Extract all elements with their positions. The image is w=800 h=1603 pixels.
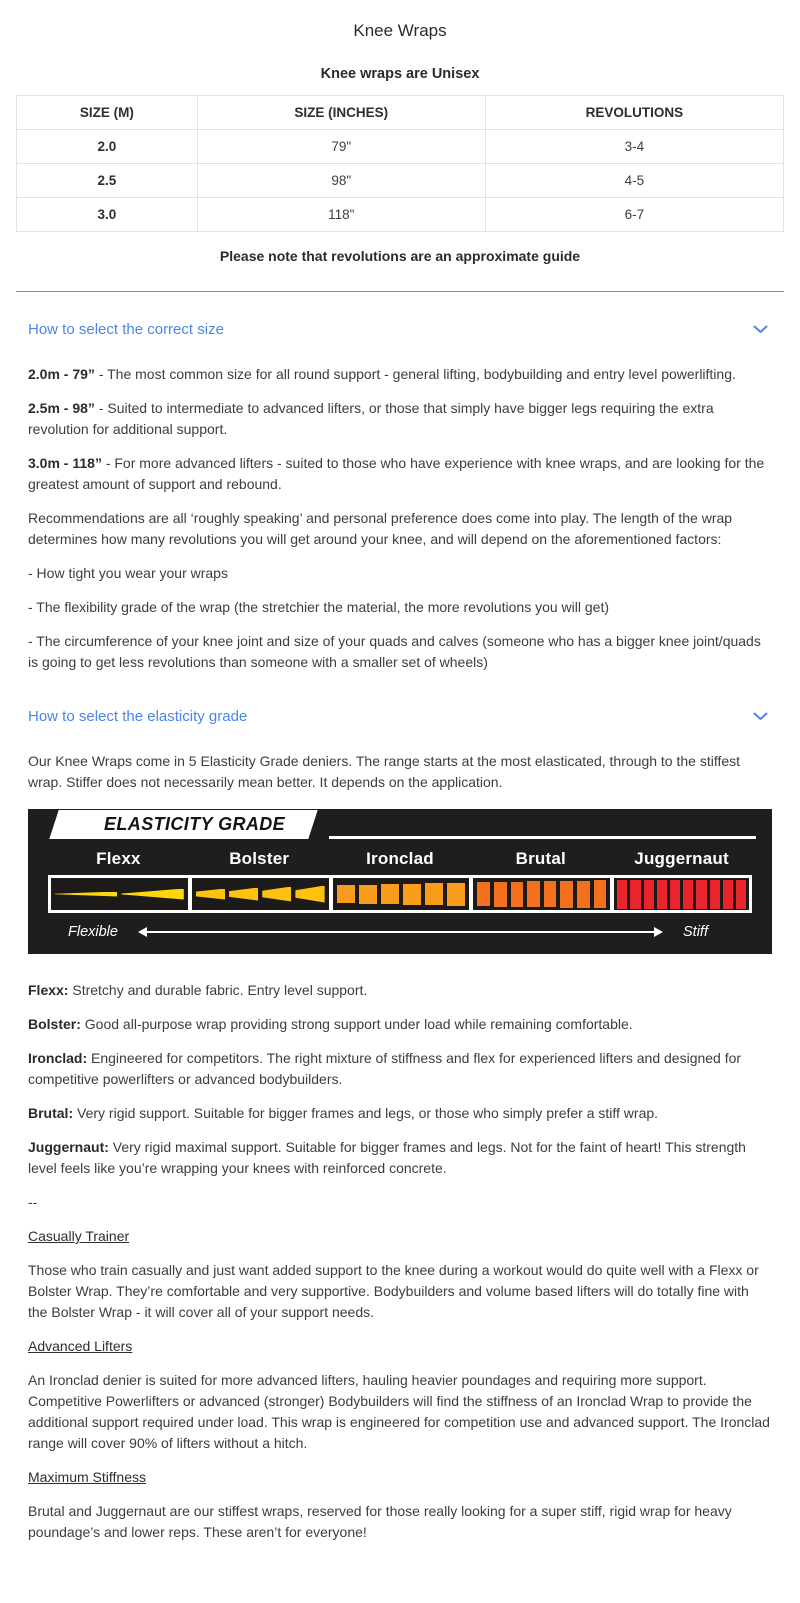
grade-bar-segment xyxy=(696,880,706,909)
grade-bar-segment xyxy=(736,880,746,909)
grade-bar-segment xyxy=(644,880,654,909)
separator-dashes: -- xyxy=(28,1194,38,1210)
table-cell: 6-7 xyxy=(485,198,783,232)
grade-bar-segment xyxy=(229,888,258,901)
table-note: Please note that revolutions are an approximate guide xyxy=(219,248,581,264)
advice-heading: Maximum Stiffness xyxy=(28,1469,146,1485)
grade-bar-segment xyxy=(55,892,117,897)
advice-heading: Casually Trainer xyxy=(28,1228,130,1244)
size-guide-item: 2.5m - 98” - Suited to intermediate to advanced lifters, or those that simply have bigger legs requiring the extra revolution for additional support. xyxy=(28,400,714,437)
grade-bar-section-bolster xyxy=(192,878,333,910)
grade-bar-segment xyxy=(560,881,573,908)
grade-bar-segment xyxy=(594,880,607,908)
chevron-down-icon[interactable] xyxy=(753,325,768,334)
grade-bar-section-ironclad xyxy=(333,878,474,910)
grade-descriptions xyxy=(28,980,772,1543)
grade-bar-segment xyxy=(359,885,377,904)
grade-bar-segment xyxy=(477,882,490,906)
figure-banner xyxy=(49,810,318,839)
advice-heading: Advanced Lifters xyxy=(28,1338,133,1354)
grade-bar-segment xyxy=(630,880,640,909)
advice-paragraph: An Ironclad denier is suited for more advanced lifters, hauling heavier poundages and requiring more support. Competitive Powerlifters or advanced (stronger) Bodybuilders will find the stiffness of an Ironclad Wrap to provide the additional support required under load. This wrap is engineered for competition use and advanced support. The Ironclad range will cover 90% of lifters without a hitch. xyxy=(28,1372,770,1451)
table-cell: 98" xyxy=(197,164,485,198)
elasticity-grade-figure xyxy=(28,809,772,954)
page-title: Knee Wraps xyxy=(353,21,447,40)
grade-name: Flexx: xyxy=(28,982,69,998)
grade-bar-section-flexx xyxy=(51,878,192,910)
grade-bar-section-juggernaut xyxy=(614,878,749,910)
stiff-label: Stiff xyxy=(683,924,708,940)
figure-banner-line xyxy=(329,836,756,839)
grade-bar-segment xyxy=(511,882,524,907)
grade-name: Ironclad: xyxy=(28,1050,88,1066)
grade-bar-section-brutal xyxy=(473,878,614,910)
size-table-header: REVOLUTIONS xyxy=(485,96,783,130)
table-row xyxy=(17,198,784,232)
size-table-header: SIZE (INCHES) xyxy=(197,96,485,130)
table-cell: 3.0 xyxy=(17,198,198,232)
grade-bar-segment xyxy=(337,885,355,903)
grade-name: Brutal: xyxy=(28,1105,74,1121)
table-cell: 3-4 xyxy=(485,130,783,164)
section-divider xyxy=(16,291,784,292)
size-guide-paragraph: - The circumference of your knee joint and size of your quads and calves (someone who has a bigger knee joint/quads is going to get less revolutions than someone with a smaller set of wheels) xyxy=(28,633,761,670)
advice-paragraph: Those who train casually and just want added support to the knee during a workout would do quite well with a Flexx or Bolster Wrap. They’re comfortable and very supportive. Bodybuilders and volume based lifters will do totally fine with the Bolster Wrap - it will cover all of your support needs. xyxy=(28,1262,759,1320)
grade-description: Bolster: Good all-purpose wrap providing strong support under load while remaining comfortable. xyxy=(28,1016,633,1032)
accordion-correct-size-label: How to select the correct size xyxy=(28,321,224,338)
grade-description: Juggernaut: Very rigid maximal support. Suitable for bigger frames and legs. Not for the faint of heart! This strength level feels like you’re wrapping your knees with reinforced concrete. xyxy=(28,1139,746,1176)
elasticity-content xyxy=(28,751,772,793)
elasticity-intro: Our Knee Wraps come in 5 Elasticity Grade deniers. The range starts at the most elasticated, through to the stiffest wrap. Stiffer does not necessarily mean better. It depends on the application. xyxy=(28,753,741,790)
table-cell: 79" xyxy=(197,130,485,164)
table-cell: 4-5 xyxy=(485,164,783,198)
chevron-down-icon[interactable] xyxy=(753,712,768,721)
grade-bar-segment xyxy=(683,880,693,909)
grade-label-ironclad: Ironclad xyxy=(366,849,434,868)
size-guide-paragraph: - The flexibility grade of the wrap (the stretchier the material, the more revolutions you will get) xyxy=(28,599,609,615)
grade-bar-segment xyxy=(381,884,399,904)
grade-bar-segment xyxy=(121,889,183,900)
table-cell: 118" xyxy=(197,198,485,232)
grade-bar-segment xyxy=(670,880,680,909)
grade-labels-row xyxy=(48,849,752,869)
grade-name: Bolster: xyxy=(28,1016,81,1032)
size-guide-paragraph: - How tight you wear your wraps xyxy=(28,565,228,581)
grade-bar-segment xyxy=(196,889,225,900)
grade-bar-segment xyxy=(494,882,507,907)
table-row xyxy=(17,130,784,164)
grade-bar-segment xyxy=(710,880,720,909)
grade-bar-segment xyxy=(617,880,627,909)
figure-banner-row xyxy=(42,809,756,839)
size-guide-content xyxy=(28,364,772,673)
accordion-correct-size[interactable] xyxy=(28,321,768,338)
grade-bar-segment xyxy=(544,881,557,907)
table-cell: 2.0 xyxy=(17,130,198,164)
accordion-elasticity-grade[interactable] xyxy=(28,708,768,725)
table-row xyxy=(17,164,784,198)
grade-bar-segment xyxy=(425,883,443,905)
grade-bar xyxy=(48,875,752,913)
grade-bar-segment xyxy=(577,881,590,908)
size-guide-paragraph: Recommendations are all ‘roughly speaking’ and personal preference does come into play. The length of the wrap determines how many revolutions you will get around your knee, and will depend on the aforementioned factors: xyxy=(28,510,733,547)
size-table xyxy=(16,95,784,232)
table-cell: 2.5 xyxy=(17,164,198,198)
grade-bar-segment xyxy=(657,880,667,909)
grade-label-bolster: Bolster xyxy=(229,849,290,868)
grade-label-juggernaut: Juggernaut xyxy=(634,849,729,868)
grade-description: Brutal: Very rigid support. Suitable for bigger frames and legs, or those who simply prefer a stiff wrap. xyxy=(28,1105,659,1121)
flexible-label: Flexible xyxy=(68,924,118,940)
size-table-header-row xyxy=(17,96,784,130)
size-table-header: SIZE (M) xyxy=(17,96,198,130)
grade-description: Ironclad: Engineered for competitors. The right mixture of stiffness and flex for experienced lifters and designed for competitive powerlifters or advanced bodybuilders. xyxy=(28,1050,742,1087)
unisex-subtitle: Knee wraps are Unisex xyxy=(320,66,480,82)
flexible-stiff-scale xyxy=(68,924,708,940)
size-guide-item-lead: 2.0m - 79” xyxy=(28,366,95,382)
size-guide-item: 3.0m - 118” - For more advanced lifters - suited to those who have experience with knee wraps, and are looking for the greatest amount of support and rebound. xyxy=(28,455,765,492)
figure-banner-text: ELASTICITY GRADE xyxy=(104,814,286,834)
grade-bar-segment xyxy=(295,886,324,903)
grade-bar-segment xyxy=(447,883,465,906)
double-arrow-icon xyxy=(140,931,661,933)
grade-description: Flexx: Stretchy and durable fabric. Entry level support. xyxy=(28,982,368,998)
size-guide-item: 2.0m - 79” - The most common size for all round support - general lifting, bodybuilding and entry level powerlifting. xyxy=(28,366,736,382)
grade-label-flexx: Flexx xyxy=(96,849,141,868)
size-guide-item-lead: 3.0m - 118” xyxy=(28,455,102,471)
size-guide-item-lead: 2.5m - 98” xyxy=(28,400,95,416)
grade-bar-segment xyxy=(723,880,733,909)
grade-bar-segment xyxy=(527,881,540,907)
grade-bar-segment xyxy=(262,887,291,902)
advice-paragraph: Brutal and Juggernaut are our stiffest wraps, reserved for those really looking for a super stiff, rigid wrap for heavy poundage’s and lower reps. These aren’t for everyone! xyxy=(28,1503,732,1540)
accordion-elasticity-grade-label: How to select the elasticity grade xyxy=(28,708,248,725)
grade-name: Juggernaut: xyxy=(28,1139,109,1155)
grade-label-brutal: Brutal xyxy=(515,849,566,868)
grade-bar-segment xyxy=(403,884,421,905)
